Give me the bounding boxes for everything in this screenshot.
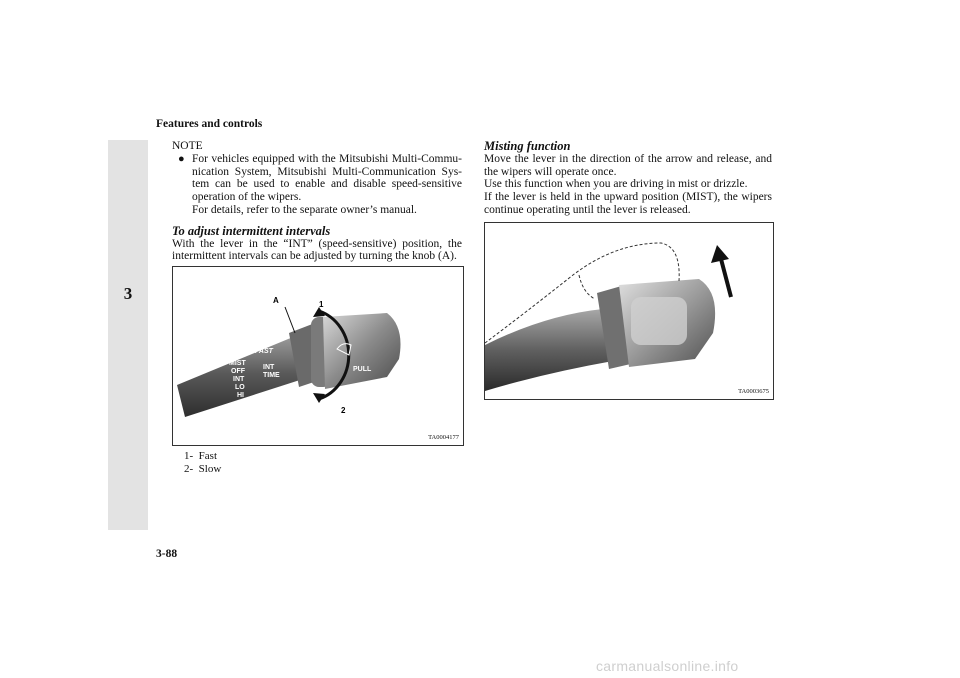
page-number: 3-88 — [156, 548, 178, 560]
caption-number: 1- — [184, 450, 194, 462]
figure-code: TA0004177 — [428, 434, 459, 441]
misting-lever-illustration — [485, 223, 773, 399]
figure-code: TA0003675 — [738, 388, 769, 395]
watermark: carmanualsonline.info — [596, 658, 739, 674]
label-time: TIME — [263, 372, 280, 379]
label-slow: SLOW — [267, 392, 288, 399]
label-hi: HI — [237, 392, 244, 399]
label-fast: FAST — [255, 348, 273, 355]
label-pull: PULL — [353, 366, 372, 373]
caption-item — [184, 463, 221, 476]
label-a: A — [273, 296, 279, 305]
wiper-knob-figure — [172, 266, 464, 446]
section-header: Features and controls — [156, 118, 263, 130]
note-bullet — [178, 153, 462, 217]
intermittent-heading: To adjust intermittent intervals — [172, 223, 331, 238]
intermittent-body: With the lever in the “INT” (speed-sensitive) position, the intermittent intervals can be adjusted by turning the knob (A). — [172, 237, 462, 263]
misting-para-1: Move the lever in the direction of the arrow and release, and the wipers will operate once. — [484, 152, 772, 178]
misting-para-2: Use this function when you are driving in mist or drizzle. — [484, 178, 748, 191]
misting-figure — [484, 222, 774, 400]
note-label: NOTE — [172, 140, 203, 152]
label-mist: MIST — [229, 360, 246, 367]
caption-text: Fast — [198, 450, 218, 462]
label-1: 1 — [319, 300, 324, 309]
note-text-2: For details, refer to the separate owner’s manual. — [192, 203, 417, 216]
left-column — [172, 140, 462, 263]
label-off: OFF — [231, 368, 245, 375]
label-int-time: INT — [263, 364, 275, 371]
wiper-lever-illustration — [173, 267, 463, 445]
misting-para-3: If the lever is held in the upward position (MIST), the wipers continue operating until the lever is released. — [484, 191, 772, 216]
caption-number: 2- — [184, 463, 194, 475]
label-lo: LO — [235, 384, 245, 391]
caption-list — [184, 450, 221, 476]
misting-heading: Misting function — [484, 139, 571, 153]
chapter-tab — [108, 140, 148, 530]
caption-item — [184, 450, 221, 463]
right-column — [484, 140, 772, 217]
label-int: INT — [233, 376, 245, 383]
chapter-number: 3 — [123, 284, 133, 303]
label-2: 2 — [341, 406, 346, 415]
note-text: For vehicles equipped with the Mitsubishi Multi-Commu-nication System, Mitsubishi Multi-Communication Sys-tem can be used to enable and disable speed-sensitive operation of the wipers. — [192, 152, 462, 204]
caption-text: Slow — [198, 463, 222, 475]
bullet-icon: ● — [178, 152, 185, 165]
